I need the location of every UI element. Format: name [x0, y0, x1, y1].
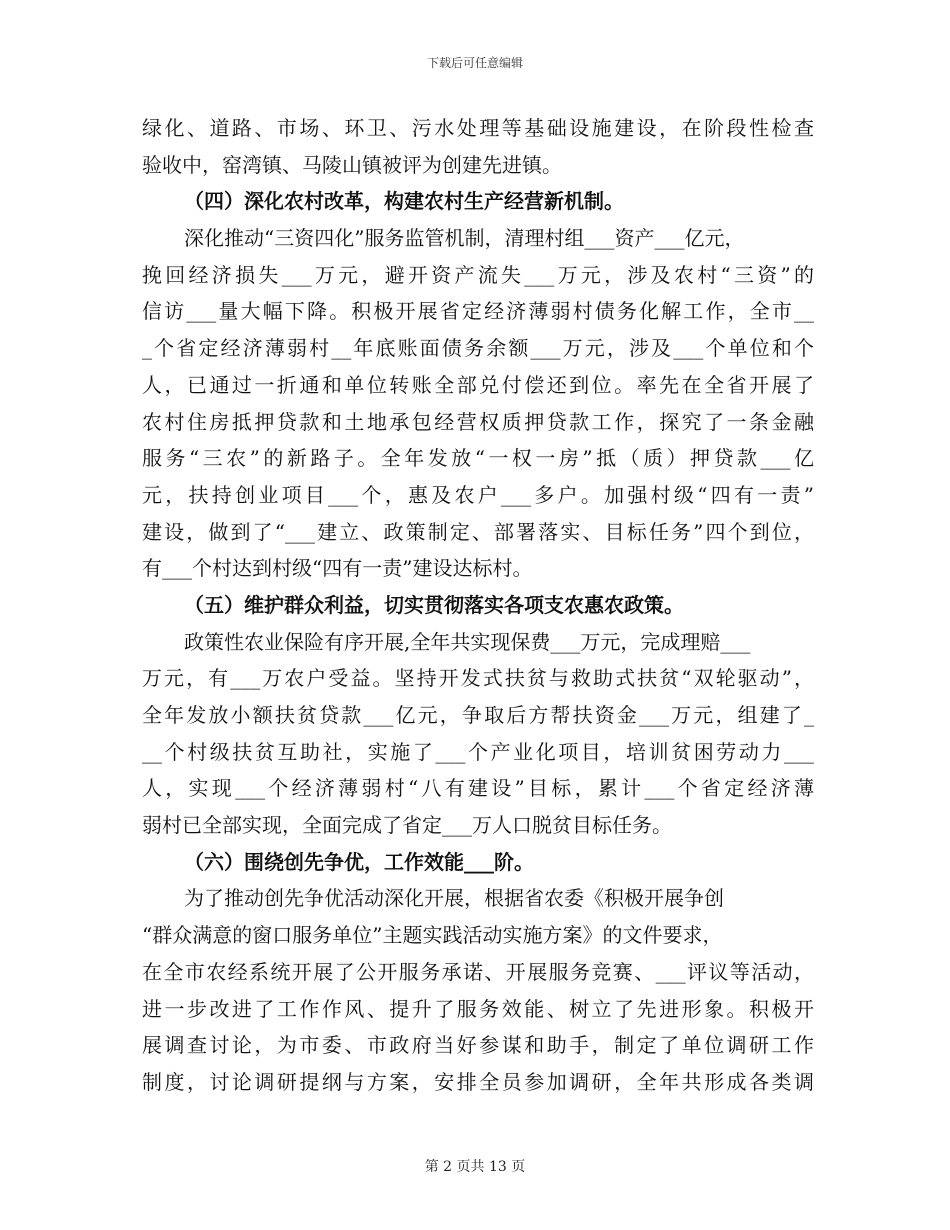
text-line: 在全市农经系统开展了公开服务承诺、开展服务竞赛、___评议等活动， [142, 959, 814, 984]
text-line: 有___个村达到村级“四有一责”建设达标村。 [142, 556, 533, 581]
text-line: 进一步改进了工作作风、提升了服务效能、树立了先进形象。积极开 [142, 996, 814, 1021]
text-line: 服务“三农”的新路子。全年发放“一权一房”抵（质）押贷款___亿 [142, 446, 814, 471]
text-line: 深化推动“三资四化”服务监管机制，清理村组___资产___亿元， [184, 226, 745, 251]
header-note: 下载后可任意编辑 [426, 56, 523, 70]
text-line: 为了推动创先争优活动深化开展，根据省农委《积极开展争创 [184, 886, 724, 911]
text-line: 全年发放小额扶贫贷款___亿元，争取后方帮扶资金___万元，组建了_ [142, 703, 814, 727]
page-number: 第 2 页共 13 页 [424, 1159, 526, 1175]
text-line: 建设，做到了“___建立、政策制定、部署落实、目标任务”四个到位， [142, 519, 814, 544]
text-line: 验收中，窑湾镇、马陵山镇被评为创建先进镇。 [142, 152, 562, 177]
text-line: 农村住房抵押贷款和土地承包经营权质押贷款工作，探究了一条金融 [142, 409, 814, 434]
text-line: _个省定经济薄弱村__年底账面债务余额___万元，涉及___个单位和个 [142, 336, 814, 361]
document-body [142, 110, 814, 1101]
text-line: 元，扶持创业项目___个，惠及农户___多户。加强村级“四有一责” [142, 482, 814, 507]
text-line: 展调查讨论，为市委、市政府当好参谋和助手，制定了单位调研工作 [142, 1033, 814, 1058]
text-line: 人，已通过一折通和单位转账全部兑付偿还到位。率先在全省开展了 [142, 372, 814, 397]
text-line: 人，实现___个经济薄弱村“八有建设”目标，累计___个省定经济薄 [142, 776, 814, 801]
section-heading: （四）深化农村改革，构建农村生产经营新机制。 [184, 189, 624, 214]
text-line: 制度，讨论调研提纲与方案，安排全员参加调研，全年共形成各类调 [142, 1069, 814, 1094]
section-heading: （五）维护群众利益，切实贯彻落实各项支农惠农政策。 [184, 592, 684, 617]
text-line: 弱村已全部实现，全面完成了省定___万人口脱贫目标任务。 [142, 813, 672, 838]
text-line: 万元，有___万农户受益。坚持开发式扶贫与救助式扶贫“双轮驱动”， [142, 666, 814, 691]
text-line: 政策性农业保险有序开展,全年共实现保费___万元，完成理赔___ [184, 629, 751, 654]
section-heading: （六）围绕创先争优，工作效能___阶。 [184, 849, 534, 874]
text-line: 绿化、道路、市场、环卫、污水处理等基础设施建设，在阶段性检查 [142, 116, 814, 140]
text-line: __个村级扶贫互助社，实施了___个产业化项目，培训贫困劳动力___ [142, 739, 814, 764]
text-line: “群众满意的窗口服务单位”主题实践活动实施方案》的文件要求， [142, 923, 723, 948]
text-line: 挽回经济损失___万元，避开资产流失___万元，涉及农村“三资”的 [142, 262, 814, 287]
text-line: 信访___量大幅下降。积极开展省定经济薄弱村债务化解工作，全市__ [142, 299, 814, 324]
